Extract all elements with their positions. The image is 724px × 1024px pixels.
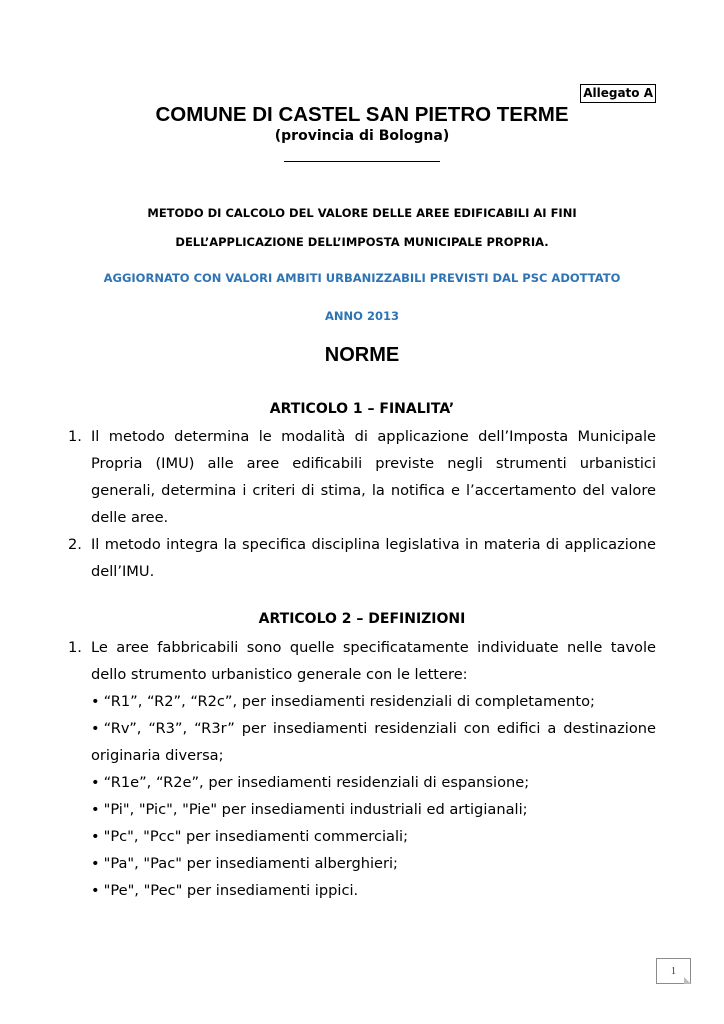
page-title: COMUNE DI CASTEL SAN PIETRO TERME (155, 103, 569, 126)
item-number: 1. (68, 639, 82, 656)
bullet-text: "Pa", "Pac" per insediamenti alberghieri; (103, 855, 398, 872)
bullet-text: “R1e”, “R2e”, per insediamenti residenziali di espansione; (103, 774, 530, 791)
allegato-label: Allegato A (580, 84, 656, 103)
bullet-icon: • (91, 693, 100, 710)
bullet-text: "Pi", "Pic", "Pie" per insediamenti industriali ed artigianali; (103, 801, 528, 818)
title-divider (284, 161, 440, 162)
page-number-box (656, 958, 691, 984)
bullet-text: "Pe", "Pec" per insediamenti ippici. (103, 882, 359, 899)
article-2-heading: ARTICOLO 2 – DEFINIZIONI (258, 611, 466, 627)
article-2-list (68, 634, 656, 904)
page-number: 1 (671, 966, 676, 977)
bullet-item (91, 823, 656, 850)
bullet-item (91, 688, 656, 715)
definition-bullets (91, 688, 656, 904)
item-text: Le aree fabbricabili sono quelle specificatamente individuate nelle tavole dello strumento urbanistico generale con le lettere: (91, 639, 656, 683)
bullet-item (91, 877, 656, 904)
bullet-text: "Pc", "Pcc" per insediamenti commerciali; (103, 828, 409, 845)
bullet-item (91, 850, 656, 877)
year-label: ANNO 2013 (325, 309, 399, 323)
bullet-icon: • (91, 882, 100, 899)
bullet-text: “Rv”, “R3”, “R3r” per insediamenti residenziali con edifici a destinazione originaria diversa; (91, 720, 656, 764)
page-curl-icon (684, 977, 691, 984)
article-1-list (68, 423, 656, 585)
bullet-item (91, 796, 656, 823)
article-1-heading: ARTICOLO 1 – FINALITA’ (269, 401, 455, 417)
list-item (68, 423, 656, 531)
item-number: 2. (68, 536, 82, 553)
bullet-text: “R1”, “R2”, “R2c”, per insediamenti residenziali di completamento; (103, 693, 595, 710)
bullet-icon: • (91, 828, 100, 845)
bullet-icon: • (91, 855, 100, 872)
bullet-icon: • (91, 801, 100, 818)
intro-line-1: METODO DI CALCOLO DEL VALORE DELLE AREE EDIFICABILI AI FINI (147, 206, 577, 220)
bullet-item (91, 715, 656, 769)
norme-title: NORME (324, 344, 400, 366)
intro-line-2: DELL’APPLICAZIONE DELL’IMPOSTA MUNICIPALE PROPRIA. (175, 235, 549, 249)
item-text: Il metodo determina le modalità di applicazione dell’Imposta Municipale Propria (IMU) alle aree edificabili previste negli strumenti urbanistici generali, determina i criteri di stima, la notifica e l’accertamento del valore delle aree. (91, 428, 656, 526)
item-number: 1. (68, 428, 82, 445)
item-text: Il metodo integra la specifica disciplina legislativa in materia di applicazione dell’IMU. (91, 536, 656, 580)
bullet-item (91, 769, 656, 796)
list-item (68, 634, 656, 904)
list-item (68, 531, 656, 585)
bullet-icon: • (91, 774, 100, 791)
bullet-icon: • (91, 720, 100, 737)
page-subtitle: (provincia di Bologna) (274, 128, 450, 144)
updated-notice: AGGIORNATO CON VALORI AMBITI URBANIZZABILI PREVISTI DAL PSC ADOTTATO (103, 271, 621, 285)
